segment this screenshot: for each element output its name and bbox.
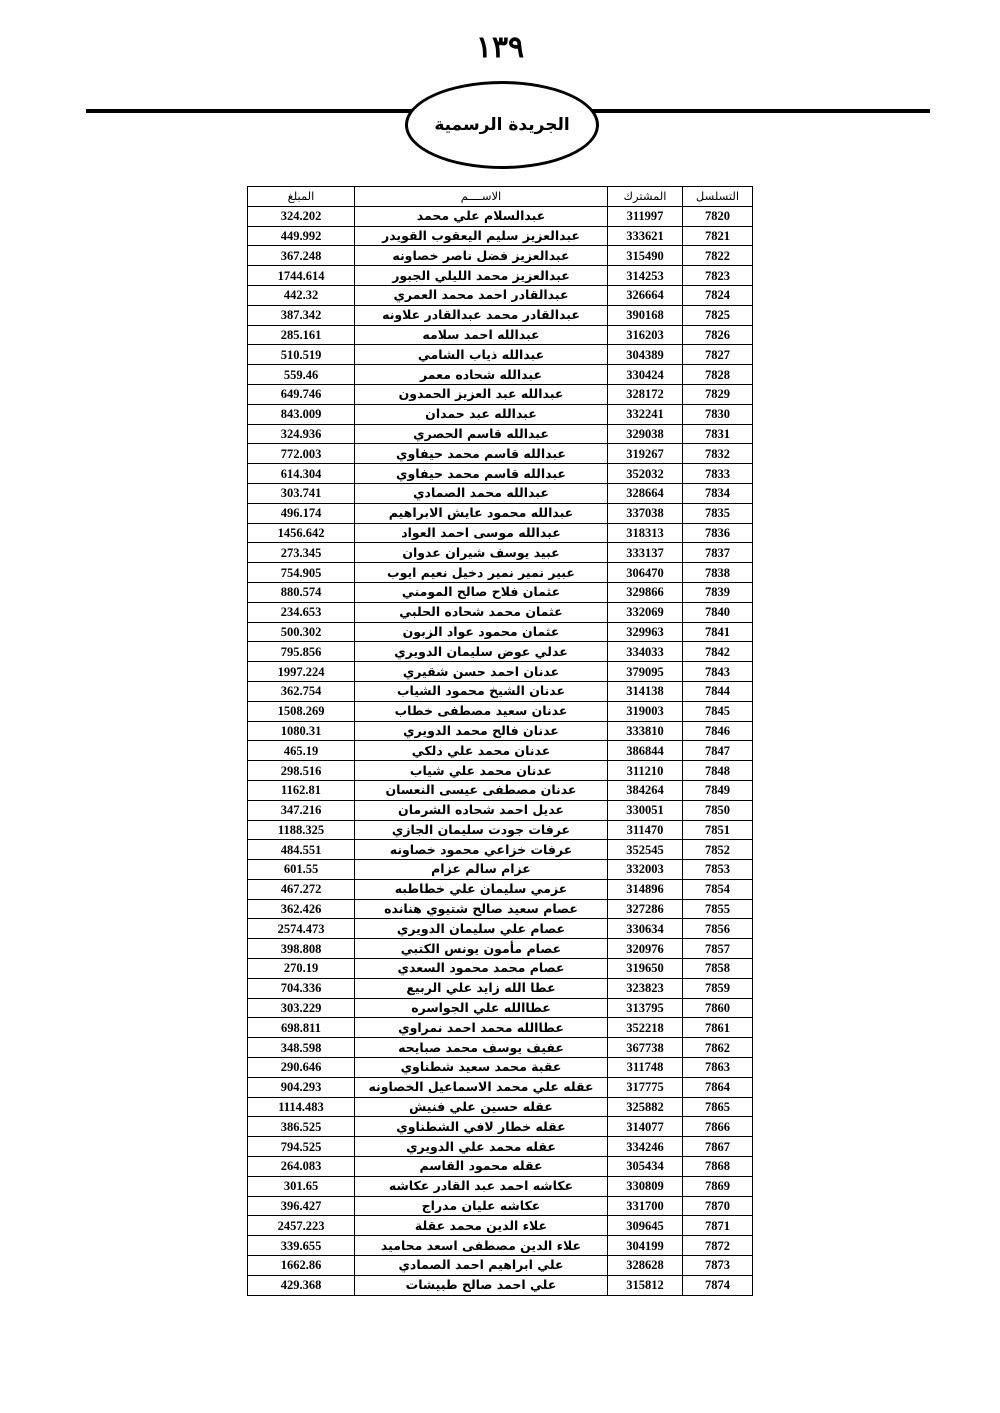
cell-amount: 795.856 xyxy=(248,642,355,662)
cell-subscriber: 319003 xyxy=(608,701,683,721)
cell-subscriber: 328628 xyxy=(608,1256,683,1276)
table-row xyxy=(248,602,753,622)
column-header-name: الاســــم xyxy=(355,187,608,207)
cell-subscriber: 334246 xyxy=(608,1137,683,1157)
table-row xyxy=(248,464,753,484)
table-header-row xyxy=(248,187,753,207)
cell-amount: 1456.642 xyxy=(248,523,355,543)
cell-name: عبدالعزيز محمد الليلي الجبور xyxy=(355,266,608,286)
cell-subscriber: 390168 xyxy=(608,305,683,325)
cell-subscriber: 311748 xyxy=(608,1058,683,1078)
cell-name: عفيف يوسف محمد صبايحه xyxy=(355,1038,608,1058)
cell-serial: 7839 xyxy=(683,582,753,602)
cell-name: عدنان فالح محمد الدويري xyxy=(355,721,608,741)
table-row xyxy=(248,939,753,959)
cell-subscriber: 313795 xyxy=(608,998,683,1018)
cell-amount: 2574.473 xyxy=(248,919,355,939)
table-row xyxy=(248,959,753,979)
table-row xyxy=(248,780,753,800)
table-row xyxy=(248,582,753,602)
column-header-serial: التسلسل xyxy=(683,187,753,207)
table-row xyxy=(248,503,753,523)
cell-amount: 387.342 xyxy=(248,305,355,325)
cell-name: عصام علي سليمان الدويري xyxy=(355,919,608,939)
cell-subscriber: 333810 xyxy=(608,721,683,741)
cell-serial: 7828 xyxy=(683,365,753,385)
cell-name: عدنان مصطفى عيسى النعسان xyxy=(355,780,608,800)
cell-name: عدلي عوض سليمان الدويري xyxy=(355,642,608,662)
cell-serial: 7868 xyxy=(683,1157,753,1177)
table-row xyxy=(248,523,753,543)
cell-amount: 362.426 xyxy=(248,899,355,919)
cell-serial: 7844 xyxy=(683,681,753,701)
cell-amount: 398.808 xyxy=(248,939,355,959)
cell-amount: 2457.223 xyxy=(248,1216,355,1236)
table-row xyxy=(248,1256,753,1276)
cell-serial: 7871 xyxy=(683,1216,753,1236)
cell-subscriber: 325882 xyxy=(608,1097,683,1117)
table-row xyxy=(248,1275,753,1295)
cell-serial: 7850 xyxy=(683,800,753,820)
cell-serial: 7855 xyxy=(683,899,753,919)
cell-name: عطاالله محمد احمد نمراوي xyxy=(355,1018,608,1038)
cell-amount: 1162.81 xyxy=(248,780,355,800)
cell-amount: 270.19 xyxy=(248,959,355,979)
table-row xyxy=(248,701,753,721)
cell-subscriber: 333621 xyxy=(608,226,683,246)
cell-serial: 7865 xyxy=(683,1097,753,1117)
table-row xyxy=(248,266,753,286)
cell-subscriber: 384264 xyxy=(608,780,683,800)
cell-amount: 386.525 xyxy=(248,1117,355,1137)
table-row xyxy=(248,860,753,880)
table-row xyxy=(248,246,753,266)
cell-amount: 496.174 xyxy=(248,503,355,523)
cell-serial: 7852 xyxy=(683,840,753,860)
cell-name: عبدالسلام علي محمد xyxy=(355,206,608,226)
cell-amount: 367.248 xyxy=(248,246,355,266)
cell-subscriber: 314077 xyxy=(608,1117,683,1137)
cell-name: عبيد يوسف شيران عدوان xyxy=(355,543,608,563)
cell-serial: 7821 xyxy=(683,226,753,246)
table-row xyxy=(248,1058,753,1078)
cell-serial: 7873 xyxy=(683,1256,753,1276)
cell-name: عبدالله ذياب الشامي xyxy=(355,345,608,365)
cell-amount: 324.202 xyxy=(248,206,355,226)
cell-subscriber: 352032 xyxy=(608,464,683,484)
cell-subscriber: 331700 xyxy=(608,1196,683,1216)
cell-serial: 7831 xyxy=(683,424,753,444)
cell-subscriber: 332003 xyxy=(608,860,683,880)
cell-serial: 7823 xyxy=(683,266,753,286)
cell-serial: 7837 xyxy=(683,543,753,563)
cell-serial: 7841 xyxy=(683,622,753,642)
cell-name: عقبة محمد سعيد شطناوي xyxy=(355,1058,608,1078)
cell-amount: 843.009 xyxy=(248,404,355,424)
table-row xyxy=(248,1018,753,1038)
cell-amount: 1508.269 xyxy=(248,701,355,721)
cell-subscriber: 311210 xyxy=(608,761,683,781)
cell-subscriber: 309645 xyxy=(608,1216,683,1236)
cell-name: عصام مأمون يونس الكتبي xyxy=(355,939,608,959)
cell-amount: 698.811 xyxy=(248,1018,355,1038)
cell-amount: 303.741 xyxy=(248,483,355,503)
cell-serial: 7854 xyxy=(683,879,753,899)
cell-serial: 7842 xyxy=(683,642,753,662)
cell-subscriber: 334033 xyxy=(608,642,683,662)
cell-serial: 7835 xyxy=(683,503,753,523)
cell-subscriber: 327286 xyxy=(608,899,683,919)
cell-subscriber: 315812 xyxy=(608,1275,683,1295)
cell-serial: 7847 xyxy=(683,741,753,761)
cell-name: علاء الدين محمد عقلة xyxy=(355,1216,608,1236)
cell-subscriber: 316203 xyxy=(608,325,683,345)
table-row xyxy=(248,800,753,820)
table-row xyxy=(248,384,753,404)
table-row xyxy=(248,919,753,939)
cell-amount: 467.272 xyxy=(248,879,355,899)
cell-name: علي احمد صالح طبيشات xyxy=(355,1275,608,1295)
cell-amount: 754.905 xyxy=(248,563,355,583)
cell-subscriber: 329963 xyxy=(608,622,683,642)
table-row xyxy=(248,563,753,583)
table-row xyxy=(248,642,753,662)
cell-subscriber: 304389 xyxy=(608,345,683,365)
cell-subscriber: 320976 xyxy=(608,939,683,959)
cell-name: عبدالقادر محمد عبدالقادر علاونه xyxy=(355,305,608,325)
table-row xyxy=(248,325,753,345)
cell-serial: 7846 xyxy=(683,721,753,741)
cell-amount: 442.32 xyxy=(248,285,355,305)
cell-name: عكاشه عليان مدراج xyxy=(355,1196,608,1216)
cell-serial: 7853 xyxy=(683,860,753,880)
column-header-subscriber: المشترك xyxy=(608,187,683,207)
cell-subscriber: 352218 xyxy=(608,1018,683,1038)
cell-subscriber: 317775 xyxy=(608,1077,683,1097)
table-row xyxy=(248,305,753,325)
table-row xyxy=(248,721,753,741)
cell-amount: 449.992 xyxy=(248,226,355,246)
cell-serial: 7849 xyxy=(683,780,753,800)
cell-subscriber: 333137 xyxy=(608,543,683,563)
cell-subscriber: 330809 xyxy=(608,1176,683,1196)
cell-name: عصام سعيد صالح شتيوي هنانده xyxy=(355,899,608,919)
cell-name: عديل احمد شحاده الشرمان xyxy=(355,800,608,820)
cell-amount: 285.161 xyxy=(248,325,355,345)
cell-serial: 7863 xyxy=(683,1058,753,1078)
cell-amount: 772.003 xyxy=(248,444,355,464)
table-row xyxy=(248,543,753,563)
cell-name: عبدالله شحاده معمر xyxy=(355,365,608,385)
cell-amount: 362.754 xyxy=(248,681,355,701)
cell-subscriber: 337038 xyxy=(608,503,683,523)
cell-name: عبدالله عبد حمدان xyxy=(355,404,608,424)
cell-name: عقله حسين علي فنيش xyxy=(355,1097,608,1117)
cell-subscriber: 328664 xyxy=(608,483,683,503)
cell-name: عبدالعزيز فضل ناصر خصاونه xyxy=(355,246,608,266)
cell-name: عبدالله قاسم الحصري xyxy=(355,424,608,444)
table-row xyxy=(248,761,753,781)
cell-subscriber: 311997 xyxy=(608,206,683,226)
cell-serial: 7827 xyxy=(683,345,753,365)
cell-subscriber: 319267 xyxy=(608,444,683,464)
cell-amount: 601.55 xyxy=(248,860,355,880)
cell-serial: 7848 xyxy=(683,761,753,781)
cell-subscriber: 367738 xyxy=(608,1038,683,1058)
table-row xyxy=(248,998,753,1018)
cell-amount: 649.746 xyxy=(248,384,355,404)
cell-name: علاء الدين مصطفى اسعد محاميد xyxy=(355,1236,608,1256)
table-row xyxy=(248,226,753,246)
cell-serial: 7862 xyxy=(683,1038,753,1058)
cell-name: عبدالله محمد الصمادي xyxy=(355,483,608,503)
cell-serial: 7826 xyxy=(683,325,753,345)
cell-serial: 7860 xyxy=(683,998,753,1018)
cell-name: عدنان محمد علي شياب xyxy=(355,761,608,781)
cell-subscriber: 332241 xyxy=(608,404,683,424)
table-row xyxy=(248,899,753,919)
cell-name: عزمي سليمان علي خطاطبه xyxy=(355,879,608,899)
cell-amount: 1997.224 xyxy=(248,662,355,682)
table-row xyxy=(248,345,753,365)
cell-name: علي ابراهيم احمد الصمادي xyxy=(355,1256,608,1276)
cell-amount: 794.525 xyxy=(248,1137,355,1157)
cell-serial: 7845 xyxy=(683,701,753,721)
table-row xyxy=(248,840,753,860)
cell-name: عدنان احمد حسن شقيري xyxy=(355,662,608,682)
table-row xyxy=(248,1196,753,1216)
table-row xyxy=(248,1176,753,1196)
cell-amount: 500.302 xyxy=(248,622,355,642)
cell-serial: 7832 xyxy=(683,444,753,464)
cell-serial: 7825 xyxy=(683,305,753,325)
table-row xyxy=(248,206,753,226)
cell-amount: 234.653 xyxy=(248,602,355,622)
cell-amount: 559.46 xyxy=(248,365,355,385)
table-row xyxy=(248,1157,753,1177)
cell-subscriber: 319650 xyxy=(608,959,683,979)
cell-amount: 429.368 xyxy=(248,1275,355,1295)
cell-serial: 7866 xyxy=(683,1117,753,1137)
cell-name: عقله خطار لافي الشطناوي xyxy=(355,1117,608,1137)
cell-amount: 303.229 xyxy=(248,998,355,1018)
cell-amount: 348.598 xyxy=(248,1038,355,1058)
cell-serial: 7859 xyxy=(683,978,753,998)
cell-name: عثمان محمد شحاده الحلبي xyxy=(355,602,608,622)
cell-serial: 7867 xyxy=(683,1137,753,1157)
cell-name: عصام محمد محمود السعدي xyxy=(355,959,608,979)
cell-subscriber: 386844 xyxy=(608,741,683,761)
table-row xyxy=(248,285,753,305)
cell-subscriber: 304199 xyxy=(608,1236,683,1256)
cell-name: عطاالله علي الجواسره xyxy=(355,998,608,1018)
cell-amount: 484.551 xyxy=(248,840,355,860)
cell-name: عدنان محمد علي دلكي xyxy=(355,741,608,761)
table-row xyxy=(248,1038,753,1058)
cell-amount: 264.083 xyxy=(248,1157,355,1177)
cell-serial: 7838 xyxy=(683,563,753,583)
cell-name: عبدالله قاسم محمد حيفاوي xyxy=(355,444,608,464)
cell-serial: 7834 xyxy=(683,483,753,503)
cell-name: عكاشه احمد عبد القادر عكاشه xyxy=(355,1176,608,1196)
column-header-amount: المبلغ xyxy=(248,187,355,207)
cell-name: عبدالله عبد العزيز الحمدون xyxy=(355,384,608,404)
cell-name: عدنان سعيد مصطفى خطاب xyxy=(355,701,608,721)
cell-serial: 7870 xyxy=(683,1196,753,1216)
table-row xyxy=(248,1117,753,1137)
subscribers-table xyxy=(247,186,753,1296)
cell-subscriber: 318313 xyxy=(608,523,683,543)
cell-subscriber: 305434 xyxy=(608,1157,683,1177)
cell-serial: 7824 xyxy=(683,285,753,305)
cell-subscriber: 329038 xyxy=(608,424,683,444)
cell-name: عثمان فلاح صالح المومني xyxy=(355,582,608,602)
cell-name: عبدالله قاسم محمد حيفاوي xyxy=(355,464,608,484)
cell-serial: 7856 xyxy=(683,919,753,939)
cell-amount: 1744.614 xyxy=(248,266,355,286)
cell-subscriber: 311470 xyxy=(608,820,683,840)
cell-name: عقله محمود القاسم xyxy=(355,1157,608,1177)
cell-serial: 7857 xyxy=(683,939,753,959)
cell-name: عثمان محمود عواد الزبون xyxy=(355,622,608,642)
cell-subscriber: 314896 xyxy=(608,879,683,899)
cell-name: عطا الله زايد علي الربيع xyxy=(355,978,608,998)
table-row xyxy=(248,404,753,424)
cell-serial: 7843 xyxy=(683,662,753,682)
cell-subscriber: 328172 xyxy=(608,384,683,404)
cell-serial: 7869 xyxy=(683,1176,753,1196)
cell-serial: 7836 xyxy=(683,523,753,543)
table-row xyxy=(248,978,753,998)
cell-subscriber: 330051 xyxy=(608,800,683,820)
cell-serial: 7820 xyxy=(683,206,753,226)
cell-name: عبدالقادر احمد محمد العمري xyxy=(355,285,608,305)
cell-serial: 7872 xyxy=(683,1236,753,1256)
cell-name: عبير نمير نمير دخيل نعيم ايوب xyxy=(355,563,608,583)
gazette-title: الجريدة الرسمية xyxy=(434,115,570,135)
table-row xyxy=(248,622,753,642)
table-row xyxy=(248,681,753,701)
cell-serial: 7830 xyxy=(683,404,753,424)
cell-subscriber: 330424 xyxy=(608,365,683,385)
cell-serial: 7851 xyxy=(683,820,753,840)
cell-amount: 1080.31 xyxy=(248,721,355,741)
cell-subscriber: 315490 xyxy=(608,246,683,266)
table-row xyxy=(248,444,753,464)
cell-serial: 7833 xyxy=(683,464,753,484)
cell-name: عدنان الشيخ محمود الشياب xyxy=(355,681,608,701)
cell-amount: 1188.325 xyxy=(248,820,355,840)
cell-name: عقله علي محمد الاسماعيل الخصاونه xyxy=(355,1077,608,1097)
cell-serial: 7858 xyxy=(683,959,753,979)
cell-amount: 704.336 xyxy=(248,978,355,998)
table-row xyxy=(248,820,753,840)
cell-serial: 7822 xyxy=(683,246,753,266)
cell-amount: 301.65 xyxy=(248,1176,355,1196)
cell-amount: 904.293 xyxy=(248,1077,355,1097)
cell-subscriber: 352545 xyxy=(608,840,683,860)
table-row xyxy=(248,741,753,761)
cell-subscriber: 314253 xyxy=(608,266,683,286)
cell-serial: 7840 xyxy=(683,602,753,622)
table-row xyxy=(248,662,753,682)
cell-amount: 298.516 xyxy=(248,761,355,781)
cell-amount: 396.427 xyxy=(248,1196,355,1216)
table-row xyxy=(248,365,753,385)
cell-name: عبدالله محمود عايش الابراهيم xyxy=(355,503,608,523)
cell-amount: 324.936 xyxy=(248,424,355,444)
cell-name: عبدالله موسى احمد العواد xyxy=(355,523,608,543)
cell-subscriber: 330634 xyxy=(608,919,683,939)
table-row xyxy=(248,483,753,503)
cell-name: عرفات جودت سليمان الجازي xyxy=(355,820,608,840)
table-row xyxy=(248,424,753,444)
cell-subscriber: 306470 xyxy=(608,563,683,583)
cell-amount: 1662.86 xyxy=(248,1256,355,1276)
cell-amount: 347.216 xyxy=(248,800,355,820)
page-number: ١٣٩ xyxy=(475,30,525,65)
cell-name: عزام سالم عزام xyxy=(355,860,608,880)
cell-subscriber: 332069 xyxy=(608,602,683,622)
table-row xyxy=(248,1216,753,1236)
cell-subscriber: 314138 xyxy=(608,681,683,701)
cell-serial: 7864 xyxy=(683,1077,753,1097)
cell-amount: 880.574 xyxy=(248,582,355,602)
cell-subscriber: 379095 xyxy=(608,662,683,682)
cell-amount: 273.345 xyxy=(248,543,355,563)
cell-serial: 7874 xyxy=(683,1275,753,1295)
cell-amount: 510.519 xyxy=(248,345,355,365)
table-row xyxy=(248,879,753,899)
cell-subscriber: 323823 xyxy=(608,978,683,998)
table-row xyxy=(248,1137,753,1157)
table-row xyxy=(248,1077,753,1097)
table-row xyxy=(248,1236,753,1256)
header-oval xyxy=(405,81,599,169)
cell-amount: 465.19 xyxy=(248,741,355,761)
cell-name: عرفات خزاعي محمود خصاونه xyxy=(355,840,608,860)
cell-name: عقله محمد علي الدويري xyxy=(355,1137,608,1157)
cell-serial: 7829 xyxy=(683,384,753,404)
cell-name: عبدالله احمد سلامه xyxy=(355,325,608,345)
cell-serial: 7861 xyxy=(683,1018,753,1038)
cell-amount: 290.646 xyxy=(248,1058,355,1078)
cell-subscriber: 326664 xyxy=(608,285,683,305)
table-row xyxy=(248,1097,753,1117)
subscribers-table-container xyxy=(247,186,752,1296)
cell-name: عبدالعزيز سليم اليعقوب القويدر xyxy=(355,226,608,246)
cell-amount: 614.304 xyxy=(248,464,355,484)
cell-amount: 339.655 xyxy=(248,1236,355,1256)
cell-subscriber: 329866 xyxy=(608,582,683,602)
cell-amount: 1114.483 xyxy=(248,1097,355,1117)
